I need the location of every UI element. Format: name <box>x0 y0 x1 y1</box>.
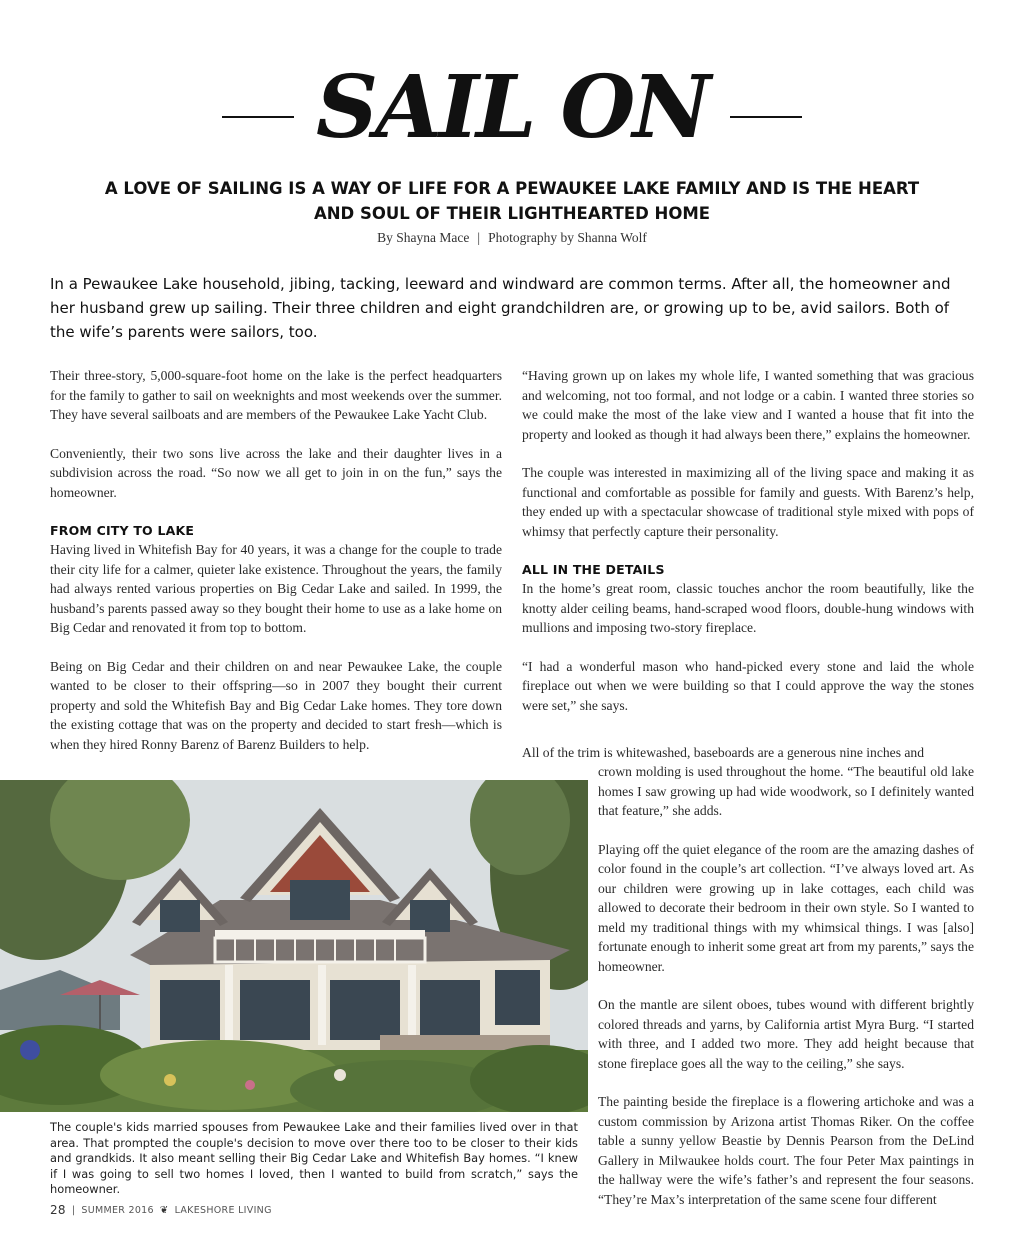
right-column-continued <box>598 762 974 1228</box>
issue-date: SUMMER 2016 <box>81 1204 154 1216</box>
body-paragraph: Playing off the quiet elegance of the room are the amazing dashes of color found in the couple’s art collection. “I’ve always loved art. As our children were growing up in lake cottages, each child was allowed to decorate their bedroom in their own style. So I wanted to meld my traditional things with my whimsical things. I was [also] fortunate enough to inherit some great art from my parents,” says the homeowner. <box>598 841 974 974</box>
title-rule-left <box>222 116 294 118</box>
house-photo-illustration <box>0 780 588 1112</box>
title-rule-right <box>730 116 802 118</box>
body-paragraph: Having lived in Whitefish Bay for 40 years, it was a change for the couple to trade their city life for a calmer, quieter lake existence. Throughout the years, the family had always rented various properties on Big Cedar Lake and sailed. In 1999, the husband’s parents passed away so they bought their home to use as a lake home on Big Cedar and renovated it from top to bottom. <box>50 542 502 635</box>
left-column <box>50 366 502 773</box>
right-column <box>522 366 974 734</box>
body-paragraph: Their three-story, 5,000-square-foot home on the lake is the perfect headquarters for the family to gather to sail on weeknights and most weekends over the summer. They have several sailboats and are members of the Pewaukee Lake Yacht Club. <box>50 368 502 422</box>
author-credit: By Shayna Mace <box>377 230 470 245</box>
body-paragraph: The painting beside the fireplace is a flowering artichoke and was a custom commission by Arizona artist Thomas Riker. On the coffee table a sunny yellow Beastie by Dennis Pearson from the DeLind Gallery in Milwaukee holds court. The four Peter Max paintings in the hallway were the wife’s father’s and represent the four seasons. “They’re Max’s interpretation of the same scene four different <box>598 1094 974 1207</box>
body-paragraph: Conveniently, their two sons live across the lake and their daughter lives in a subdivision across the road. “So now we all get to join in on the fun,” says the homeowner. <box>50 445 502 500</box>
body-paragraph: In the home’s great room, classic touches anchor the room beautifully, like the knotty alder ceiling beams, hand-scraped wood floors, double-hung windows with mullions and imposing two-story fireplace. <box>522 581 974 635</box>
body-paragraph: The couple was interested in maximizing all of the living space and making it as functional and comfortable as possible for family and guests. With Barenz’s help, they ended up with a spectacular showcase of traditional style mixed with pops of whimsy that perfectly capture their personality. <box>522 465 974 539</box>
headline <box>0 58 1024 158</box>
page-title: SAIL ON <box>316 57 708 158</box>
intro-paragraph: In a Pewaukee Lake household, jibing, tacking, leeward and windward are common terms. After all, the homeowner and her husband grew up sailing. Their three children and eight grandchildren are, or growing up to be, avid sailors. Both of the wife’s parents were sailors, too. <box>50 275 951 341</box>
magazine-logo-icon: ❦ <box>159 1204 169 1216</box>
body-paragraph: On the mantle are silent oboes, tubes wound with different brightly colored threads and yarns, by California artist Myra Burg. “I started with three, and I added two more. They add height because that stone fireplace goes all the way to the ceiling,” she says. <box>598 997 974 1071</box>
section-heading: FROM CITY TO LAKE <box>50 523 195 538</box>
page-number: 28 <box>50 1203 66 1217</box>
subtitle: A LOVE OF SAILING IS A WAY OF LIFE FOR A PEWAUKEE LAKE FAMILY AND IS THE HEART AND SOUL OF THEIR LIGHTHEARTED HOME <box>104 179 920 223</box>
house-photo <box>0 780 588 1112</box>
body-paragraph-lead: All of the trim is whitewashed, baseboards are a generous nine inches and <box>522 745 925 760</box>
page-footer <box>50 1203 272 1217</box>
byline-separator: | <box>477 230 481 245</box>
publication-name: LAKESHORE LIVING <box>174 1204 272 1216</box>
section-heading: ALL IN THE DETAILS <box>522 562 665 577</box>
photo-credit: Photography by Shanna Wolf <box>488 230 647 245</box>
footer-separator: | <box>71 1204 76 1216</box>
body-paragraph: “I had a wonderful mason who hand-picked every stone and laid the whole fireplace out when we were building so that I could approve the way the stones were set,” she says. <box>522 658 974 713</box>
photo-caption: The couple's kids married spouses from Pewaukee Lake and their families lived over in that area. That prompted the couple's decision to move over there too to be closer to their kids and grandkids. It also meant selling their Big Cedar Lake and Whitefish Bay homes. “I knew if I was going to sell two homes I loved, then I wanted to build from scratch,” says the homeowner. <box>50 1120 578 1196</box>
body-paragraph: “Having grown up on lakes my whole life, I wanted something that was gracious and welcoming, not too formal, and not lodge or a cabin. I wanted three stories so we could make the most of the lake view and I wanted a house that fit into the property and looked as though it had always been there,” explains the homeowner. <box>522 368 974 442</box>
body-paragraph: Being on Big Cedar and their children on and near Pewaukee Lake, the couple wanted to be closer to their offspring—so in 2007 they bought their current property and sold the Whitefish Bay and Big Cedar Lake homes. They tore down the existing cottage that was on the property and decided to start fresh—which is when they hired Ronny Barenz of Barenz Builders to help. <box>50 658 502 752</box>
body-paragraph: crown molding is used throughout the home. “The beautiful old lake homes I saw growing up had wide woodwork, so I definitely wanted that feature,” she adds. <box>598 764 974 818</box>
byline <box>0 230 1024 246</box>
